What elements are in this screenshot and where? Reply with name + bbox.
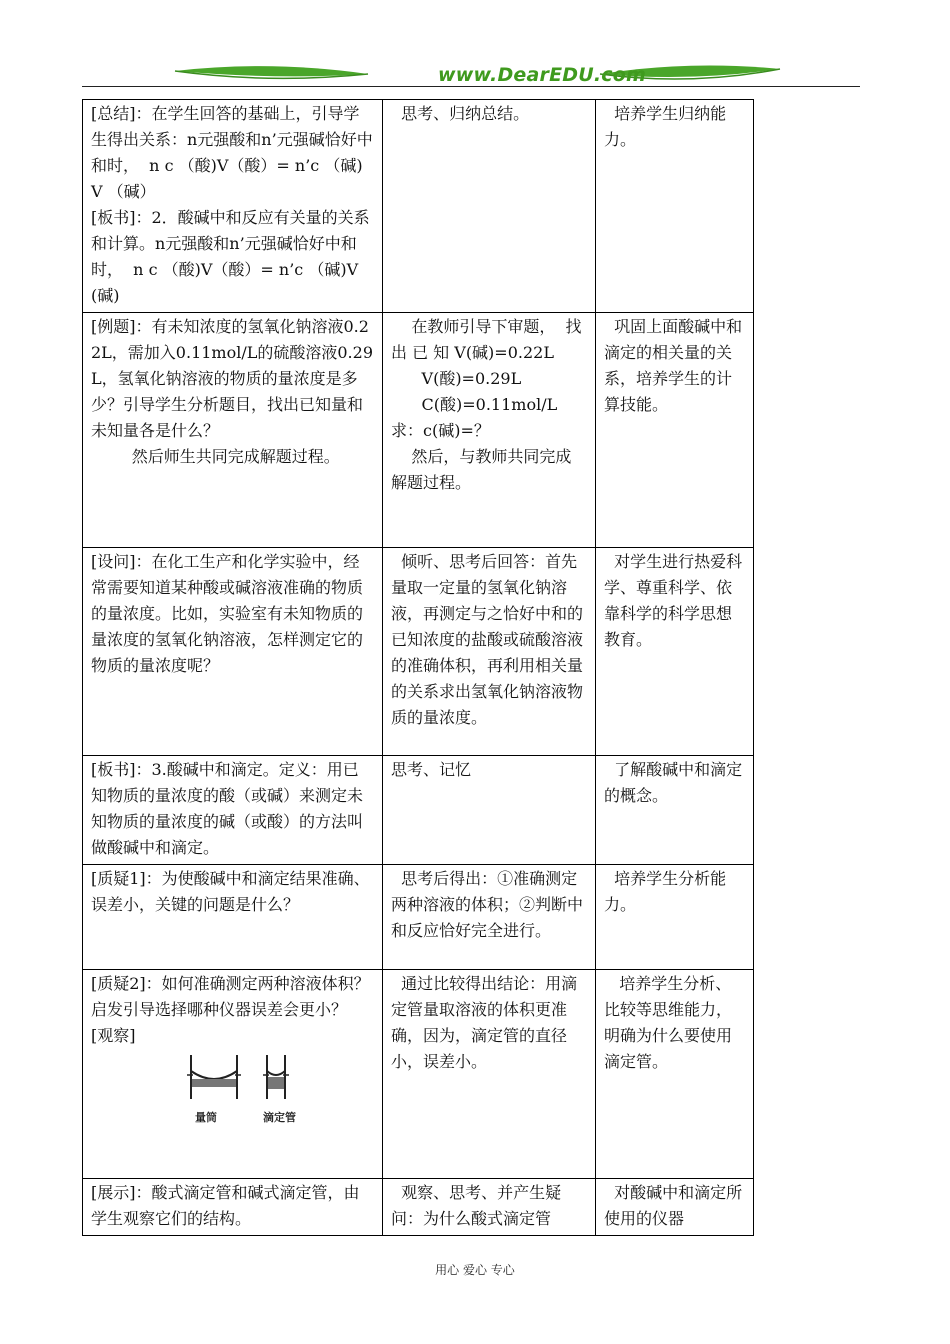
lesson-plan-table <box>82 99 754 1236</box>
teacher-activity-cell <box>83 548 383 756</box>
site-logo-text[interactable]: www.DearEDU.com <box>438 64 647 86</box>
design-intent-text: 培养学生归纳能力。 <box>604 104 727 149</box>
design-intent-text: 巩固上面酸碱中和滴定的相关量的关系，培养学生的计算技能。 <box>604 317 743 414</box>
student-activity-cell <box>383 970 596 1179</box>
student-activity-cell <box>383 865 596 970</box>
student-activity-cell <box>383 548 596 756</box>
teacher-activity-cell <box>83 756 383 865</box>
student-activity-text: 通过比较得出结论：用滴定管量取溶液的体积更准确，因为，滴定管的直径小，误差小。 <box>391 974 578 1071</box>
student-activity-cell <box>383 100 596 313</box>
table-row <box>83 548 754 756</box>
design-intent-text: 对学生进行热爱科学、尊重科学、依靠科学的科学思想教育。 <box>604 552 743 649</box>
cylinder-burette-diagram <box>187 1053 327 1127</box>
design-intent-text: 对酸碱中和滴定所使用的仪器 <box>604 1183 743 1228</box>
student-activity-text: 思考、归纳总结。 <box>391 104 530 123</box>
student-activity-text: 观察、思考、并产生疑问：为什么酸式滴定管 <box>391 1183 562 1228</box>
teacher-activity-cell <box>83 970 383 1179</box>
design-intent-text: 了解酸碱中和滴定的概念。 <box>604 760 743 805</box>
student-activity-text: 倾听、思考后回答：首先量取一定量的氢氧化钠溶液，再测定与之恰好中和的已知浓度的盐酸或硫酸溶液的准确体积，再利用相关量的关系求出氢氧化钠溶液物质的量浓度。 <box>391 552 584 727</box>
teacher-activity-text: [例题]：有未知浓度的氢氧化钠溶液0.22L，需加入0.11mol/L的硫酸溶液0.29L，氢氧化钠溶液的物质的量浓度是多少？引导学生分析题目，找出已知量和未知量各是什么？ 然后师生共同完成解题过程。 <box>91 317 373 466</box>
teacher-activity-text: [质疑2]：如何准确测定两种溶液体积？启发引导选择哪种仪器误差会更小？ [观察] <box>91 974 370 1045</box>
table-row <box>83 313 754 548</box>
design-intent-cell <box>596 313 754 548</box>
teacher-activity-text: [总结]：在学生回答的基础上，引导学生得出关系：n元强酸和n’元强碱恰好中和时， n c （酸)V（酸）= n’c （碱)V （碱） [板书]：2．酸碱中和反应有关量的关系和计算。n元强酸和n’元强碱恰好中和时， n c （酸)V（酸）= n’c （碱)V(碱) <box>91 104 373 305</box>
table-row <box>83 100 754 313</box>
teacher-activity-text: [板书]：3.酸碱中和滴定。定义：用已知物质的量浓度的酸（或碱）来测定未知物质的量浓度的碱（或酸）的方法叫做酸碱中和滴定。 <box>91 760 364 857</box>
student-activity-text: 在教师引导下审题， 找 出 已 知 V(碱)=0.22L V(酸)=0.29L C(酸)=0.11mol/L 求：c(碱)=？ 然后，与教师共同完成解题过程。 <box>391 317 582 492</box>
page-footer: 用心 爱心 专心 <box>435 1263 515 1277</box>
design-intent-text: 培养学生分析、比较等思维能力，明确为什么要使用滴定管。 <box>604 974 733 1071</box>
design-intent-cell <box>596 756 754 865</box>
student-activity-text: 思考后得出：①准确测定两种溶液的体积；②判断中和反应恰好完全进行。 <box>391 869 584 940</box>
teacher-activity-text: [设问]：在化工生产和化学实验中，经常需要知道某种酸或碱溶液准确的物质的量浓度。比如，实验室有未知物质的量浓度的氢氧化钠溶液，怎样测定它的物质的量浓度呢？ <box>91 552 364 675</box>
design-intent-cell <box>596 548 754 756</box>
design-intent-cell <box>596 865 754 970</box>
burette-label: 滴定管 <box>263 1111 296 1124</box>
design-intent-text: 培养学生分析能力。 <box>604 869 727 914</box>
cylinder-label: 量筒 <box>195 1111 217 1124</box>
teacher-activity-cell <box>83 100 383 313</box>
teacher-activity-cell <box>83 1179 383 1236</box>
design-intent-cell <box>596 970 754 1179</box>
student-activity-cell <box>383 313 596 548</box>
teacher-activity-cell <box>83 865 383 970</box>
student-activity-cell <box>383 756 596 865</box>
teacher-activity-cell <box>83 313 383 548</box>
table-row <box>83 756 754 865</box>
student-activity-text: 思考、记忆 <box>391 760 472 779</box>
table-row <box>83 970 754 1179</box>
student-activity-cell <box>383 1179 596 1236</box>
teacher-activity-text: [展示]：酸式滴定管和碱式滴定管，由学生观察它们的结构。 <box>91 1183 360 1228</box>
apparatus-figure <box>91 1049 374 1129</box>
design-intent-cell <box>596 100 754 313</box>
table-row <box>83 1179 754 1236</box>
header-divider <box>82 86 860 87</box>
teacher-activity-text: [质疑1]：为使酸碱中和滴定结果准确、误差小，关键的问题是什么？ <box>91 869 370 914</box>
table-row <box>83 865 754 970</box>
design-intent-cell <box>596 1179 754 1236</box>
